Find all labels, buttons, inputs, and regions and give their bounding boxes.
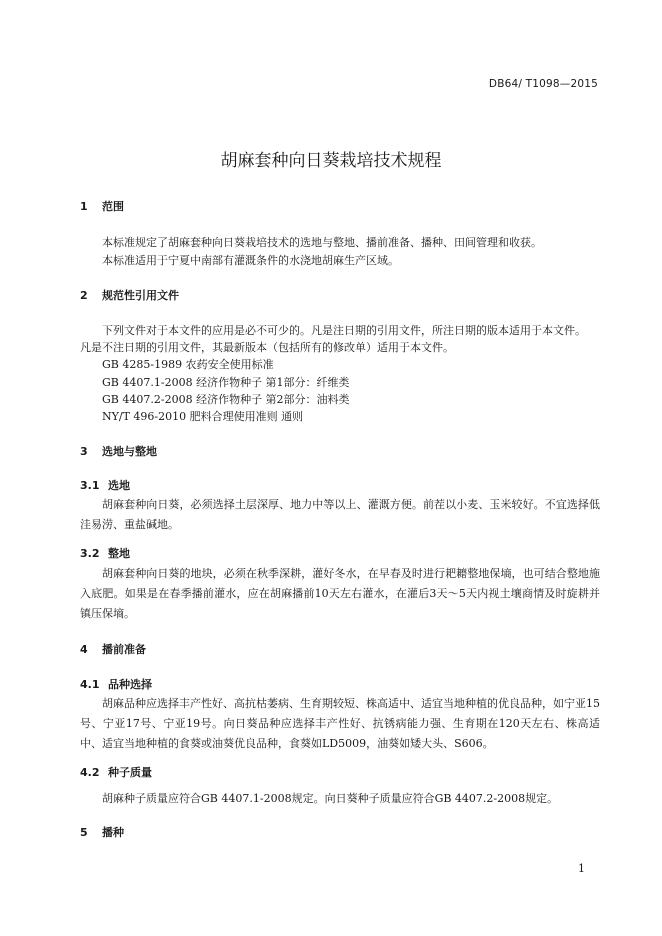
subsection-number: 3.1: [80, 479, 100, 492]
section-number: 3: [80, 445, 88, 458]
section-2-heading: [80, 287, 179, 303]
section-title: 规范性引用文件: [102, 289, 179, 302]
reference-item: NY/T 496-2010 肥料合理使用准则 通则: [102, 410, 304, 423]
section-number: 4: [80, 643, 88, 656]
section-5-heading: [80, 824, 124, 840]
section-4-heading: [80, 641, 146, 657]
subsection-title: 整地: [108, 547, 130, 560]
section-1-para-1: 本标准规定了胡麻套种向日葵栽培技术的选地与整地、播前准备、播种、田间管理和收获。: [102, 236, 542, 249]
subsection-4-1-heading: [80, 676, 152, 692]
subsection-3-2-heading: [80, 545, 130, 561]
reference-item: GB 4407.1-2008 经济作物种子 第1部分：纤维类: [102, 376, 350, 389]
subsection-number: 4.2: [80, 766, 100, 779]
section-number: 2: [80, 289, 88, 302]
subsection-title: 种子质量: [108, 766, 152, 779]
section-3-heading: [80, 443, 157, 459]
subsection-4-2-text: 胡麻种子质量应符合GB 4407.1-2008规定。向日葵种子质量应符合GB 4407.2-2008规定。: [102, 792, 559, 805]
standard-code: DB64/ T1098—2015: [488, 78, 598, 90]
reference-item: GB 4285-1989 农药安全使用标准: [102, 358, 274, 371]
subsection-3-2-text: 胡麻套种向日葵的地块，必须在秋季深耕，灌好冬水，在早春及时进行耙耱整地保墒，也可结合整地施入底肥。如果是在春季播前灌水，应在胡麻播前10天左右灌水，在灌后3天～5天内视土壤商情及时旋耕并镇压保墒。: [80, 567, 600, 620]
subsection-title: 品种选择: [108, 678, 152, 691]
document-title: 胡麻套种向日葵栽培技术规程: [220, 151, 442, 171]
subsection-4-2-heading: [80, 764, 152, 780]
section-1-para-2: 本标准适用于宁夏中南部有灌溉条件的水浇地胡麻生产区域。: [102, 254, 399, 267]
section-number: 1: [80, 200, 88, 213]
subsection-3-1-heading: [80, 477, 130, 493]
section-title: 播前准备: [102, 643, 146, 656]
reference-item: GB 4407.2-2008 经济作物种子 第2部分：油料类: [102, 393, 350, 406]
section-2-intro-line-1: 下列文件对于本文件的应用是必不可少的。凡是注日期的引用文件，所注日期的版本适用于本文件。: [102, 324, 586, 337]
subsection-title: 选地: [108, 479, 130, 492]
subsection-4-1-text: 胡麻品种应选择丰产性好、高抗枯萎病、生育期较短、株高适中、适宜当地种植的优良品种，如宁亚15号、宁亚17号、宁亚19号。向日葵品种应选择丰产性好、抗锈病能力强、生育期在120天左右、株高适中、适宜当地种植的食葵或油葵优良品种，食葵如LD5009，油葵如矮大头、S606。: [80, 697, 600, 750]
section-title: 范围: [102, 200, 124, 213]
section-1-heading: [80, 198, 124, 214]
section-title: 播种: [102, 826, 124, 839]
subsection-3-1-text: 胡麻套种向日葵，必须选择土层深厚、地力中等以上、灌溉方便。前茬以小麦、玉米较好。不宜选择低洼易涝、重盐碱地。: [80, 498, 600, 531]
section-number: 5: [80, 826, 88, 839]
section-2-intro-line-2: 凡是不注日期的引用文件，其最新版本（包括所有的修改单）适用于本文件。: [80, 341, 454, 354]
subsection-number: 3.2: [80, 547, 100, 560]
section-title: 选地与整地: [102, 445, 157, 458]
page-number: 1: [578, 862, 585, 875]
subsection-number: 4.1: [80, 678, 100, 691]
